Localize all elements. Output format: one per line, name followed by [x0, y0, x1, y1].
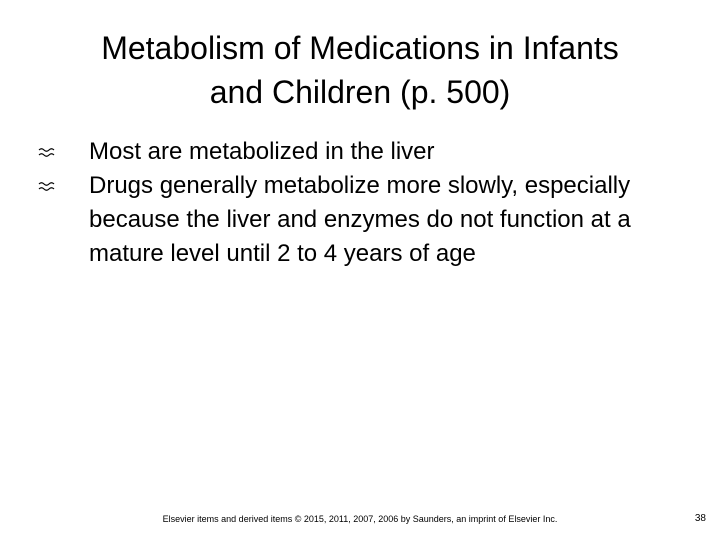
- slide-title-line-1: Metabolism of Medications in Infants: [101, 30, 619, 66]
- footer-copyright: Elsevier items and derived items © 2015, 2011, 2007, 2006 by Saunders, an imprint of Elsevier Inc.: [162, 514, 558, 524]
- slide-title: [40, 26, 680, 114]
- bullet-item: [72, 169, 672, 271]
- wavy-lines-bullet-icon: [38, 135, 58, 169]
- page-number: 38: [694, 513, 706, 524]
- slide-title-line-2: and Children (p. 500): [209, 74, 511, 110]
- bullet-text: Drugs generally metabolize more slowly, especially because the liver and enzymes do not function at a mature level until 2 to 4 years of age: [89, 172, 631, 267]
- wavy-lines-bullet-icon: [38, 169, 58, 203]
- bullet-list: [72, 135, 672, 271]
- bullet-text: Most are metabolized in the liver: [89, 138, 435, 165]
- bullet-item: [72, 135, 672, 169]
